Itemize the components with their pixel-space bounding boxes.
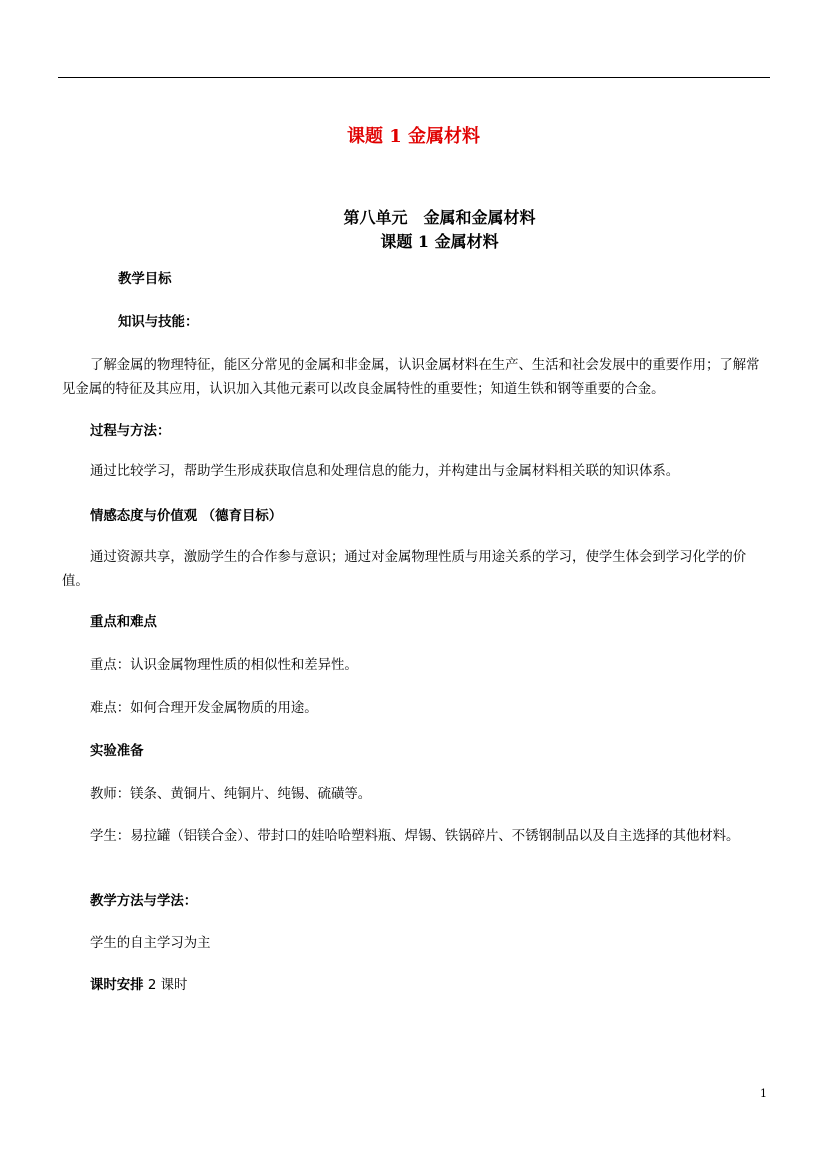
process-heading: 过程与方法： xyxy=(90,424,171,439)
schedule-line xyxy=(90,974,770,998)
emotion-heading: 情感态度与价值观 （德育目标） xyxy=(90,509,283,524)
student-materials: 学生：易拉罐（铝镁合金）、带封口的娃哈哈塑料瓶、焊锡、铁锅碎片、不锈钢制品以及自主选择的其他材料。 xyxy=(90,829,740,844)
method-heading: 教学方法与学法： xyxy=(90,894,198,909)
difficult-point: 难点：如何合理开发金属物质的用途。 xyxy=(90,701,318,716)
schedule-heading: 课时安排 xyxy=(90,978,144,993)
unit-title: 第八单元 金属和金属材料 xyxy=(343,208,536,227)
lesson-title: 课题 1 金属材料 xyxy=(380,232,499,251)
emotion-text: 通过资源共享，激励学生的合作参与意识；通过对金属物理性质与用途关系的学习，使学生体会到学习化学的价值。 xyxy=(62,550,747,589)
page-number: 1 xyxy=(760,1087,767,1100)
experiment-heading: 实验准备 xyxy=(90,744,144,759)
knowledge-heading: 知识与技能： xyxy=(118,315,199,330)
document-title: 课题 1 金属材料 xyxy=(346,126,481,147)
teaching-goals-heading: 教学目标 xyxy=(118,272,172,287)
knowledge-text: 了解金属的物理特征，能区分常见的金属和非金属，认识金属材料在生产、生活和社会发展中的重要作用；了解常见金属的特征及其应用，认识加入其他元素可以改良金属特性的重要性；知道生铁和钢等重要的合金。 xyxy=(62,358,760,397)
schedule-text: 2 课时 xyxy=(143,978,188,993)
header-rule xyxy=(58,77,770,78)
method-text: 学生的自主学习为主 xyxy=(90,936,211,951)
key-point: 重点：认识金属物理性质的相似性和差异性。 xyxy=(90,658,358,673)
teacher-materials: 教师：镁条、黄铜片、纯铜片、纯锡、硫磺等。 xyxy=(90,787,372,802)
key-heading: 重点和难点 xyxy=(90,615,157,630)
process-text: 通过比较学习，帮助学生形成获取信息和处理信息的能力，并构建出与金属材料相关联的知识体系。 xyxy=(90,464,680,479)
